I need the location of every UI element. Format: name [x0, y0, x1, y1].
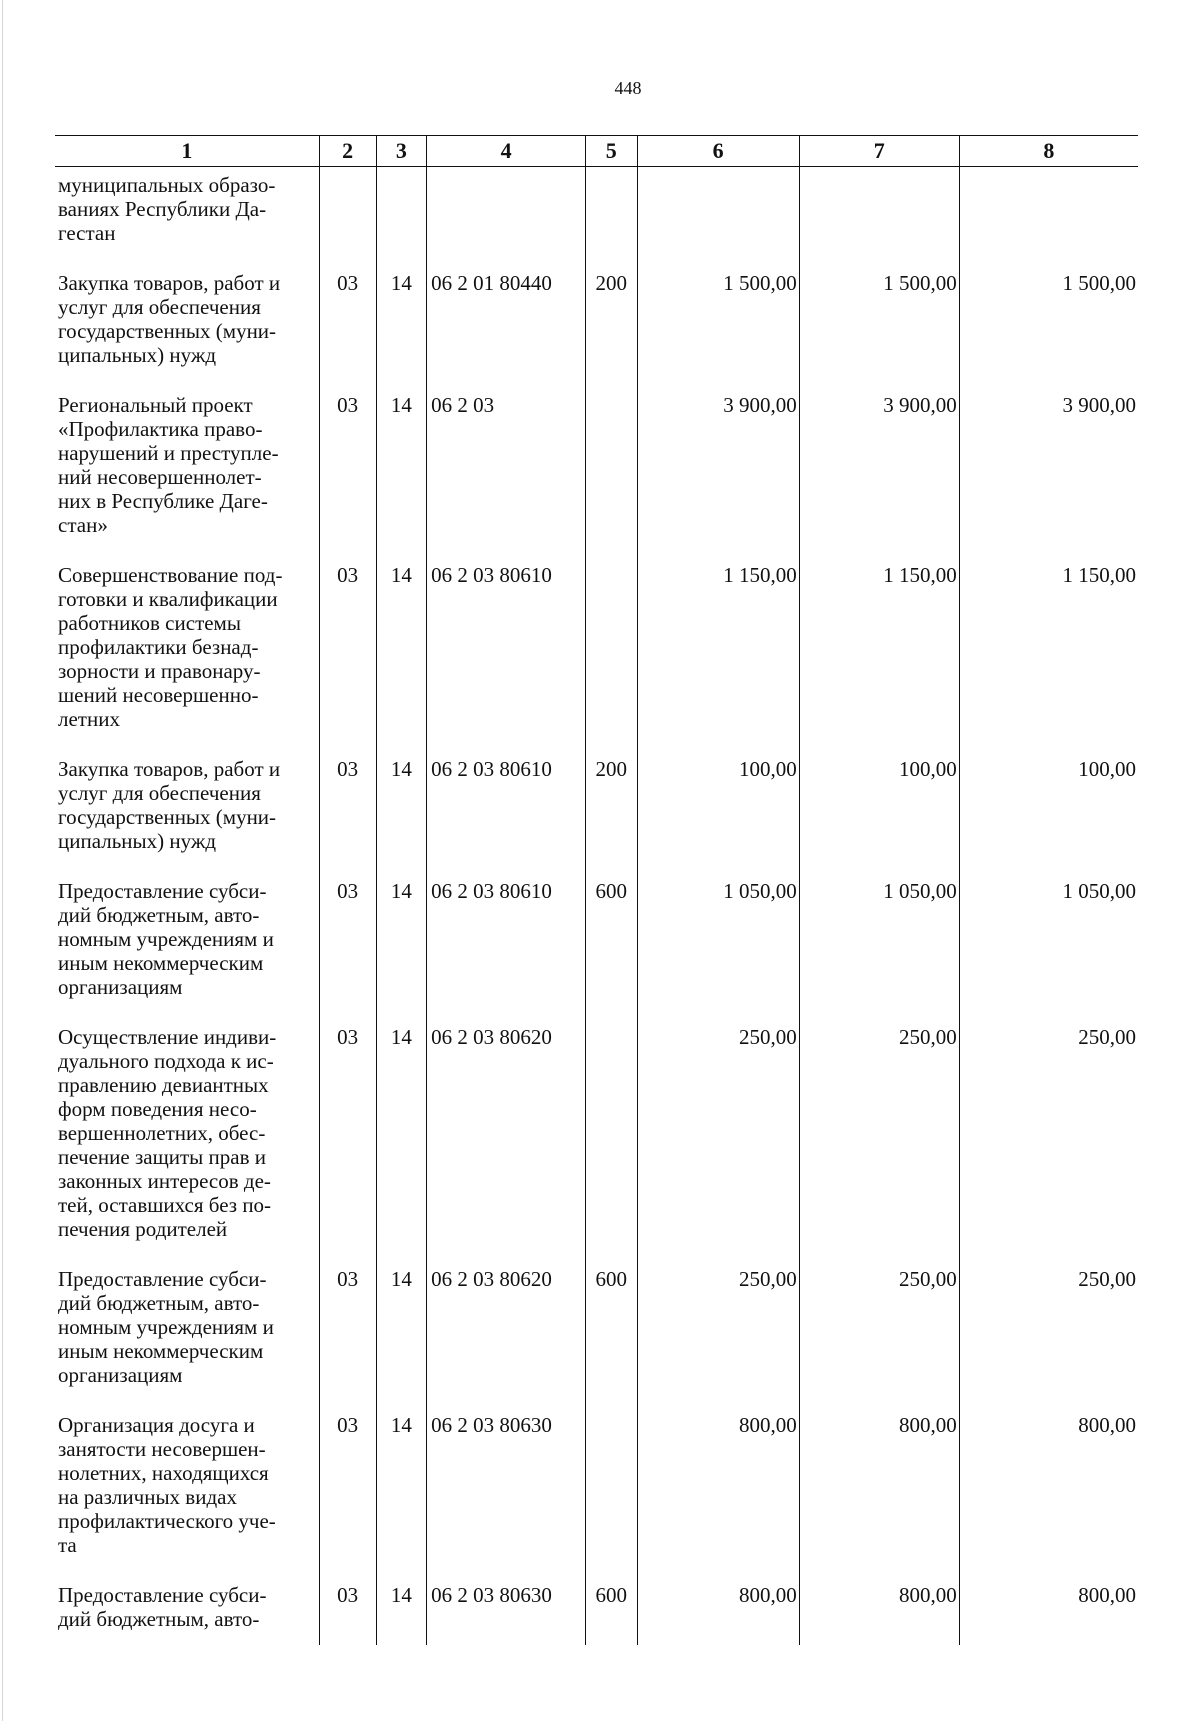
page-number: 448 — [614, 78, 642, 98]
amount-col-8: 250,00 — [959, 1021, 1138, 1263]
section-code: 03 — [319, 1409, 376, 1579]
column-header-2: 2 — [319, 136, 376, 167]
section-code: 03 — [319, 753, 376, 875]
section-code: 03 — [319, 1263, 376, 1409]
amount-col-6 — [637, 167, 799, 268]
amount-col-7 — [799, 167, 959, 268]
amount-col-6: 250,00 — [637, 1263, 799, 1409]
row-description: муниципальных образо- ваниях Республики Да- гестан — [58, 173, 276, 245]
row-description: Предоставление субси- дий бюджетным, авто- номным учреждениям и иным некоммерческим организациям — [58, 1267, 274, 1387]
amount-col-6: 1 150,00 — [637, 559, 799, 753]
header-row — [55, 136, 1138, 167]
budget-table — [55, 135, 1138, 1645]
expense-type-code: 200 — [586, 267, 638, 389]
table-row — [55, 753, 1138, 875]
table-row — [55, 167, 1138, 268]
amount-col-8: 1 050,00 — [959, 875, 1138, 1021]
table-body — [55, 167, 1138, 1646]
expense-type-code: 600 — [586, 875, 638, 1021]
row-description: Закупка товаров, работ и услуг для обеспечения государственных (муни- ципальных) нужд — [58, 757, 281, 853]
target-article-code: 06 2 03 80620 — [427, 1263, 586, 1409]
amount-col-6: 3 900,00 — [637, 389, 799, 559]
section-code: 03 — [319, 875, 376, 1021]
amount-col-6: 100,00 — [637, 753, 799, 875]
row-description: Предоставление субси- дий бюджетным, авто- номным учреждениям и иным некоммерческим организациям — [58, 879, 274, 999]
amount-col-8: 250,00 — [959, 1263, 1138, 1409]
amount-col-8: 1 500,00 — [959, 267, 1138, 389]
section-code: 03 — [319, 1579, 376, 1645]
amount-col-7: 800,00 — [799, 1409, 959, 1579]
section-code — [319, 167, 376, 268]
subsection-code: 14 — [376, 1263, 426, 1409]
amount-col-7: 100,00 — [799, 753, 959, 875]
expense-type-code: 600 — [586, 1263, 638, 1409]
amount-col-7: 3 900,00 — [799, 389, 959, 559]
target-article-code — [427, 167, 586, 268]
amount-col-6: 800,00 — [637, 1579, 799, 1645]
amount-col-8: 800,00 — [959, 1409, 1138, 1579]
scan-edge — [2, 0, 3, 1721]
amount-col-7: 250,00 — [799, 1021, 959, 1263]
expense-type-code: 200 — [586, 753, 638, 875]
column-header-7: 7 — [799, 136, 959, 167]
table-row — [55, 389, 1138, 559]
amount-col-7: 1 500,00 — [799, 267, 959, 389]
amount-col-7: 1 150,00 — [799, 559, 959, 753]
amount-col-8 — [959, 167, 1138, 268]
section-code: 03 — [319, 559, 376, 753]
target-article-code: 06 2 03 — [427, 389, 586, 559]
subsection-code: 14 — [376, 1579, 426, 1645]
amount-col-8: 800,00 — [959, 1579, 1138, 1645]
column-header-1: 1 — [55, 136, 319, 167]
row-description: Организация досуга и занятости несовершен- нолетних, находящихся на различных видах профилактического уче- та — [58, 1413, 276, 1557]
table-row — [55, 1263, 1138, 1409]
section-code: 03 — [319, 267, 376, 389]
amount-col-8: 3 900,00 — [959, 389, 1138, 559]
target-article-code: 06 2 03 80630 — [427, 1579, 586, 1645]
section-code: 03 — [319, 1021, 376, 1263]
expense-type-code — [586, 559, 638, 753]
target-article-code: 06 2 03 80610 — [427, 753, 586, 875]
row-description: Осуществление индиви- дуального подхода к ис- правлению девиантных форм поведения несо- вершеннолетних, обес- печение защиты прав и законных интересов де- тей, оставшихся без по- печения родителей — [58, 1025, 277, 1241]
column-header-3: 3 — [376, 136, 426, 167]
amount-col-7: 800,00 — [799, 1579, 959, 1645]
subsection-code: 14 — [376, 753, 426, 875]
row-description: Закупка товаров, работ и услуг для обеспечения государственных (муни- ципальных) нужд — [58, 271, 281, 367]
amount-col-6: 1 050,00 — [637, 875, 799, 1021]
subsection-code: 14 — [376, 267, 426, 389]
table-row — [55, 267, 1138, 389]
column-header-5: 5 — [586, 136, 638, 167]
amount-col-6: 250,00 — [637, 1021, 799, 1263]
table-row — [55, 1409, 1138, 1579]
target-article-code: 06 2 03 80630 — [427, 1409, 586, 1579]
row-description: Совершенствование под- готовки и квалификации работников системы профилактики безнад- зорности и правонару- шений несовершенно- летних — [58, 563, 283, 731]
section-code: 03 — [319, 389, 376, 559]
subsection-code — [376, 167, 426, 268]
column-header-6: 6 — [637, 136, 799, 167]
row-description: Региональный проект «Профилактика право- нарушений и преступле- ний несовершеннолет- них в Республике Даге- стан» — [58, 393, 279, 537]
subsection-code: 14 — [376, 875, 426, 1021]
target-article-code: 06 2 01 80440 — [427, 267, 586, 389]
table-row — [55, 875, 1138, 1021]
subsection-code: 14 — [376, 1021, 426, 1263]
expense-type-code — [586, 167, 638, 268]
target-article-code: 06 2 03 80610 — [427, 875, 586, 1021]
amount-col-8: 1 150,00 — [959, 559, 1138, 753]
amount-col-6: 800,00 — [637, 1409, 799, 1579]
column-header-4: 4 — [427, 136, 586, 167]
subsection-code: 14 — [376, 389, 426, 559]
amount-col-7: 250,00 — [799, 1263, 959, 1409]
table-row — [55, 559, 1138, 753]
subsection-code: 14 — [376, 559, 426, 753]
expense-type-code — [586, 1409, 638, 1579]
table-row — [55, 1021, 1138, 1263]
subsection-code: 14 — [376, 1409, 426, 1579]
amount-col-6: 1 500,00 — [637, 267, 799, 389]
column-header-8: 8 — [959, 136, 1138, 167]
row-description: Предоставление субси- дий бюджетным, авто- — [58, 1583, 267, 1631]
amount-col-8: 100,00 — [959, 753, 1138, 875]
amount-col-7: 1 050,00 — [799, 875, 959, 1021]
target-article-code: 06 2 03 80620 — [427, 1021, 586, 1263]
target-article-code: 06 2 03 80610 — [427, 559, 586, 753]
expense-type-code — [586, 389, 638, 559]
expense-type-code: 600 — [586, 1579, 638, 1645]
table-row — [55, 1579, 1138, 1645]
expense-type-code — [586, 1021, 638, 1263]
